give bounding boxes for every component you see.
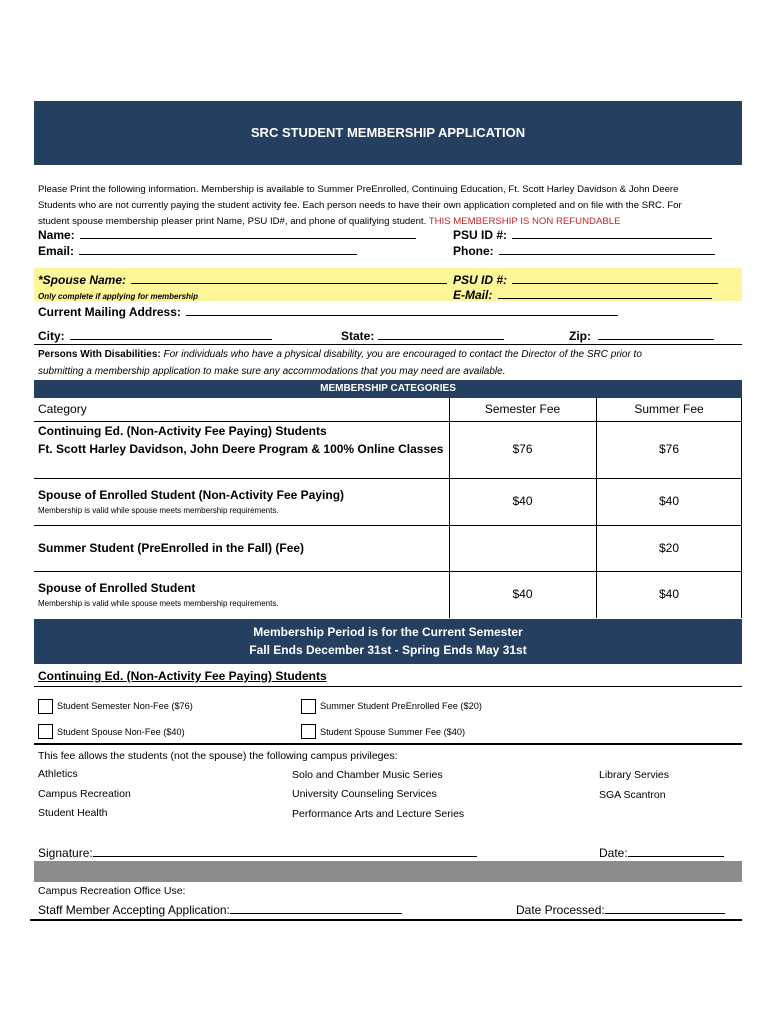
email-label: Email:: [38, 244, 75, 258]
table-divider: [741, 398, 742, 618]
staff-member-label: Staff Member Accepting Application:: [38, 903, 230, 917]
mailing-address-label: Current Mailing Address:: [38, 305, 181, 319]
spouse-name-line[interactable]: [131, 273, 447, 284]
mailing-address-field[interactable]: [38, 305, 618, 319]
privileges-intro: This fee allows the students (not the spouse) the following campus privileges:: [38, 750, 398, 762]
state-field[interactable]: [341, 329, 504, 343]
title-banner: [34, 101, 742, 165]
row-2-semester-fee: $40: [512, 494, 533, 508]
zip-line[interactable]: [598, 329, 714, 340]
spouse-name-label: *Spouse Name:: [38, 273, 127, 287]
row-1-semester-fee: $76: [512, 442, 533, 456]
signature-line[interactable]: [93, 846, 477, 857]
privilege-athletics: Athletics: [38, 768, 78, 780]
office-use-bar: [34, 861, 742, 882]
spouse-note: Only complete if applying for membership: [38, 292, 199, 301]
period-line-2: Fall Ends December 31st - Spring Ends May 31st: [249, 643, 527, 657]
category-row-3-line-1: Summer Student (PreEnrolled in the Fall) (Fee): [38, 541, 305, 555]
category-row-4-note: Membership is valid while spouse meets membership requirements.: [38, 599, 279, 608]
state-line[interactable]: [378, 329, 504, 340]
category-row-2-note: Membership is valid while spouse meets membership requirements.: [38, 506, 279, 515]
divider: [34, 686, 742, 687]
spouse-email-line[interactable]: [498, 288, 712, 299]
date-processed-field[interactable]: [516, 903, 725, 917]
zip-label: Zip:: [569, 329, 591, 343]
spouse-psu-id-line[interactable]: [512, 273, 718, 284]
spouse-name-field[interactable]: [38, 273, 447, 287]
name-field[interactable]: [38, 228, 416, 242]
categories-header: [34, 380, 742, 398]
signature-field[interactable]: [38, 846, 477, 860]
row-4-semester-fee: $40: [512, 587, 533, 601]
mailing-address-line[interactable]: [186, 305, 618, 316]
staff-member-line[interactable]: [230, 903, 402, 914]
category-row-2-line-1: Spouse of Enrolled Student (Non-Activity Fee Paying): [38, 488, 345, 502]
categories-header-label: MEMBERSHIP CATEGORIES: [320, 383, 456, 394]
privilege-library-services: Library Servies: [599, 769, 670, 781]
spouse-email-label: E-Mail:: [453, 288, 493, 302]
state-label: State:: [341, 329, 375, 343]
name-line[interactable]: [80, 228, 416, 239]
psu-id-label: PSU ID #:: [453, 228, 508, 242]
disabilities-label: Persons With Disabilities:: [38, 349, 161, 360]
privilege-counseling-services: University Counseling Services: [292, 788, 437, 800]
divider: [30, 919, 742, 921]
signature-label: Signature:: [38, 846, 93, 860]
table-divider: [596, 398, 597, 618]
disabilities-notice: [38, 346, 742, 380]
col-semester-header: Semester Fee: [484, 402, 561, 416]
row-3-summer-fee: $20: [658, 541, 680, 555]
intro-paragraph: [38, 182, 738, 230]
email-line[interactable]: [79, 244, 357, 255]
disabilities-text-2: submitting a membership application to make sure any accommodations that you may need are available.: [38, 366, 506, 377]
privilege-performance-arts: Performance Arts and Lecture Series: [292, 808, 465, 820]
phone-line[interactable]: [499, 244, 715, 255]
spouse-email-field[interactable]: [453, 288, 712, 302]
category-row-1-line-1: Continuing Ed. (Non-Activity Fee Paying) Students: [38, 424, 327, 438]
psu-id-field[interactable]: [453, 228, 712, 242]
row-1-summer-fee: $76: [658, 442, 680, 456]
row-4-summer-fee: $40: [658, 587, 680, 601]
table-divider: [449, 398, 450, 618]
city-label: City:: [38, 329, 65, 343]
phone-field[interactable]: [453, 244, 715, 258]
divider: [34, 525, 742, 526]
intro-line-2: Students who are not currently paying the student activity fee. Each person needs to have their own application completed and on file with the SRC. For: [38, 200, 682, 211]
spouse-psu-id-field[interactable]: [453, 273, 718, 287]
date-processed-label: Date Processed:: [516, 903, 605, 917]
intro-line-1: Please Print the following information. Membership is available to Summer PreEnrolled, Continuing Education, Ft. Scott Harley Davidson & John Deere: [38, 184, 679, 195]
divider: [34, 743, 742, 745]
col-summer-header: Summer Fee: [634, 402, 704, 416]
option-student-semester-non-fee: Student Semester Non-Fee ($76): [57, 701, 193, 711]
email-field[interactable]: [38, 244, 357, 258]
date-processed-line[interactable]: [605, 903, 725, 914]
privilege-student-health: Student Health: [38, 807, 108, 819]
phone-label: Phone:: [453, 244, 494, 258]
staff-member-field[interactable]: [38, 903, 402, 917]
name-label: Name:: [38, 228, 75, 242]
city-line[interactable]: [70, 329, 272, 340]
divider: [34, 344, 742, 345]
office-use-heading: Campus Recreation Office Use:: [38, 885, 186, 897]
option-summer-student-preenrolled: Summer Student PreEnrolled Fee ($20): [320, 701, 482, 711]
divider: [34, 478, 742, 479]
disabilities-text-1: For individuals who have a physical disability, you are encouraged to contact the Director of the SRC prior to: [163, 349, 642, 360]
category-row-4-line-1: Spouse of Enrolled Student: [38, 581, 196, 595]
privilege-solo-chamber-music: Solo and Chamber Music Series: [292, 769, 443, 781]
period-line-1: Membership Period is for the Current Semester: [253, 625, 523, 639]
membership-period-banner: [34, 619, 742, 664]
option-student-spouse-summer-fee: Student Spouse Summer Fee ($40): [320, 727, 466, 737]
checkbox-summer-student-preenrolled[interactable]: [301, 699, 316, 714]
category-row-1-line-2: Ft. Scott Harley Davidson, John Deere Program & 100% Online Classes: [38, 442, 444, 456]
zip-field[interactable]: [569, 329, 714, 343]
checkbox-student-spouse-summer-fee[interactable]: [301, 724, 316, 739]
privilege-sga-scantron: SGA Scantron: [599, 789, 666, 801]
date-label: Date:: [599, 846, 628, 860]
checkbox-student-spouse-non-fee[interactable]: [38, 724, 53, 739]
spouse-psu-id-label: PSU ID #:: [453, 273, 508, 287]
form-title: SRC STUDENT MEMBERSHIP APPLICATION: [250, 125, 526, 140]
row-2-summer-fee: $40: [658, 494, 680, 508]
divider: [34, 421, 742, 422]
date-field[interactable]: [599, 846, 724, 860]
col-category-header: Category: [38, 402, 87, 416]
nonrefundable-notice: THIS MEMBERSHIP IS NON REFUNDABLE: [428, 216, 621, 227]
checkbox-student-semester-non-fee[interactable]: [38, 699, 53, 714]
psu-id-line[interactable]: [512, 228, 712, 239]
continuing-ed-heading: Continuing Ed. (Non-Activity Fee Paying) Students: [38, 669, 327, 683]
city-field[interactable]: [38, 329, 272, 343]
intro-line-3: student spouse membership pleaser print Name, PSU ID#, and phone of qualifying student. THIS MEMBERSHIP IS NON REFUNDABLE: [38, 216, 621, 227]
date-line[interactable]: [628, 846, 724, 857]
option-student-spouse-non-fee: Student Spouse Non-Fee ($40): [57, 727, 185, 737]
divider: [34, 571, 742, 572]
privilege-campus-recreation: Campus Recreation: [38, 788, 131, 800]
